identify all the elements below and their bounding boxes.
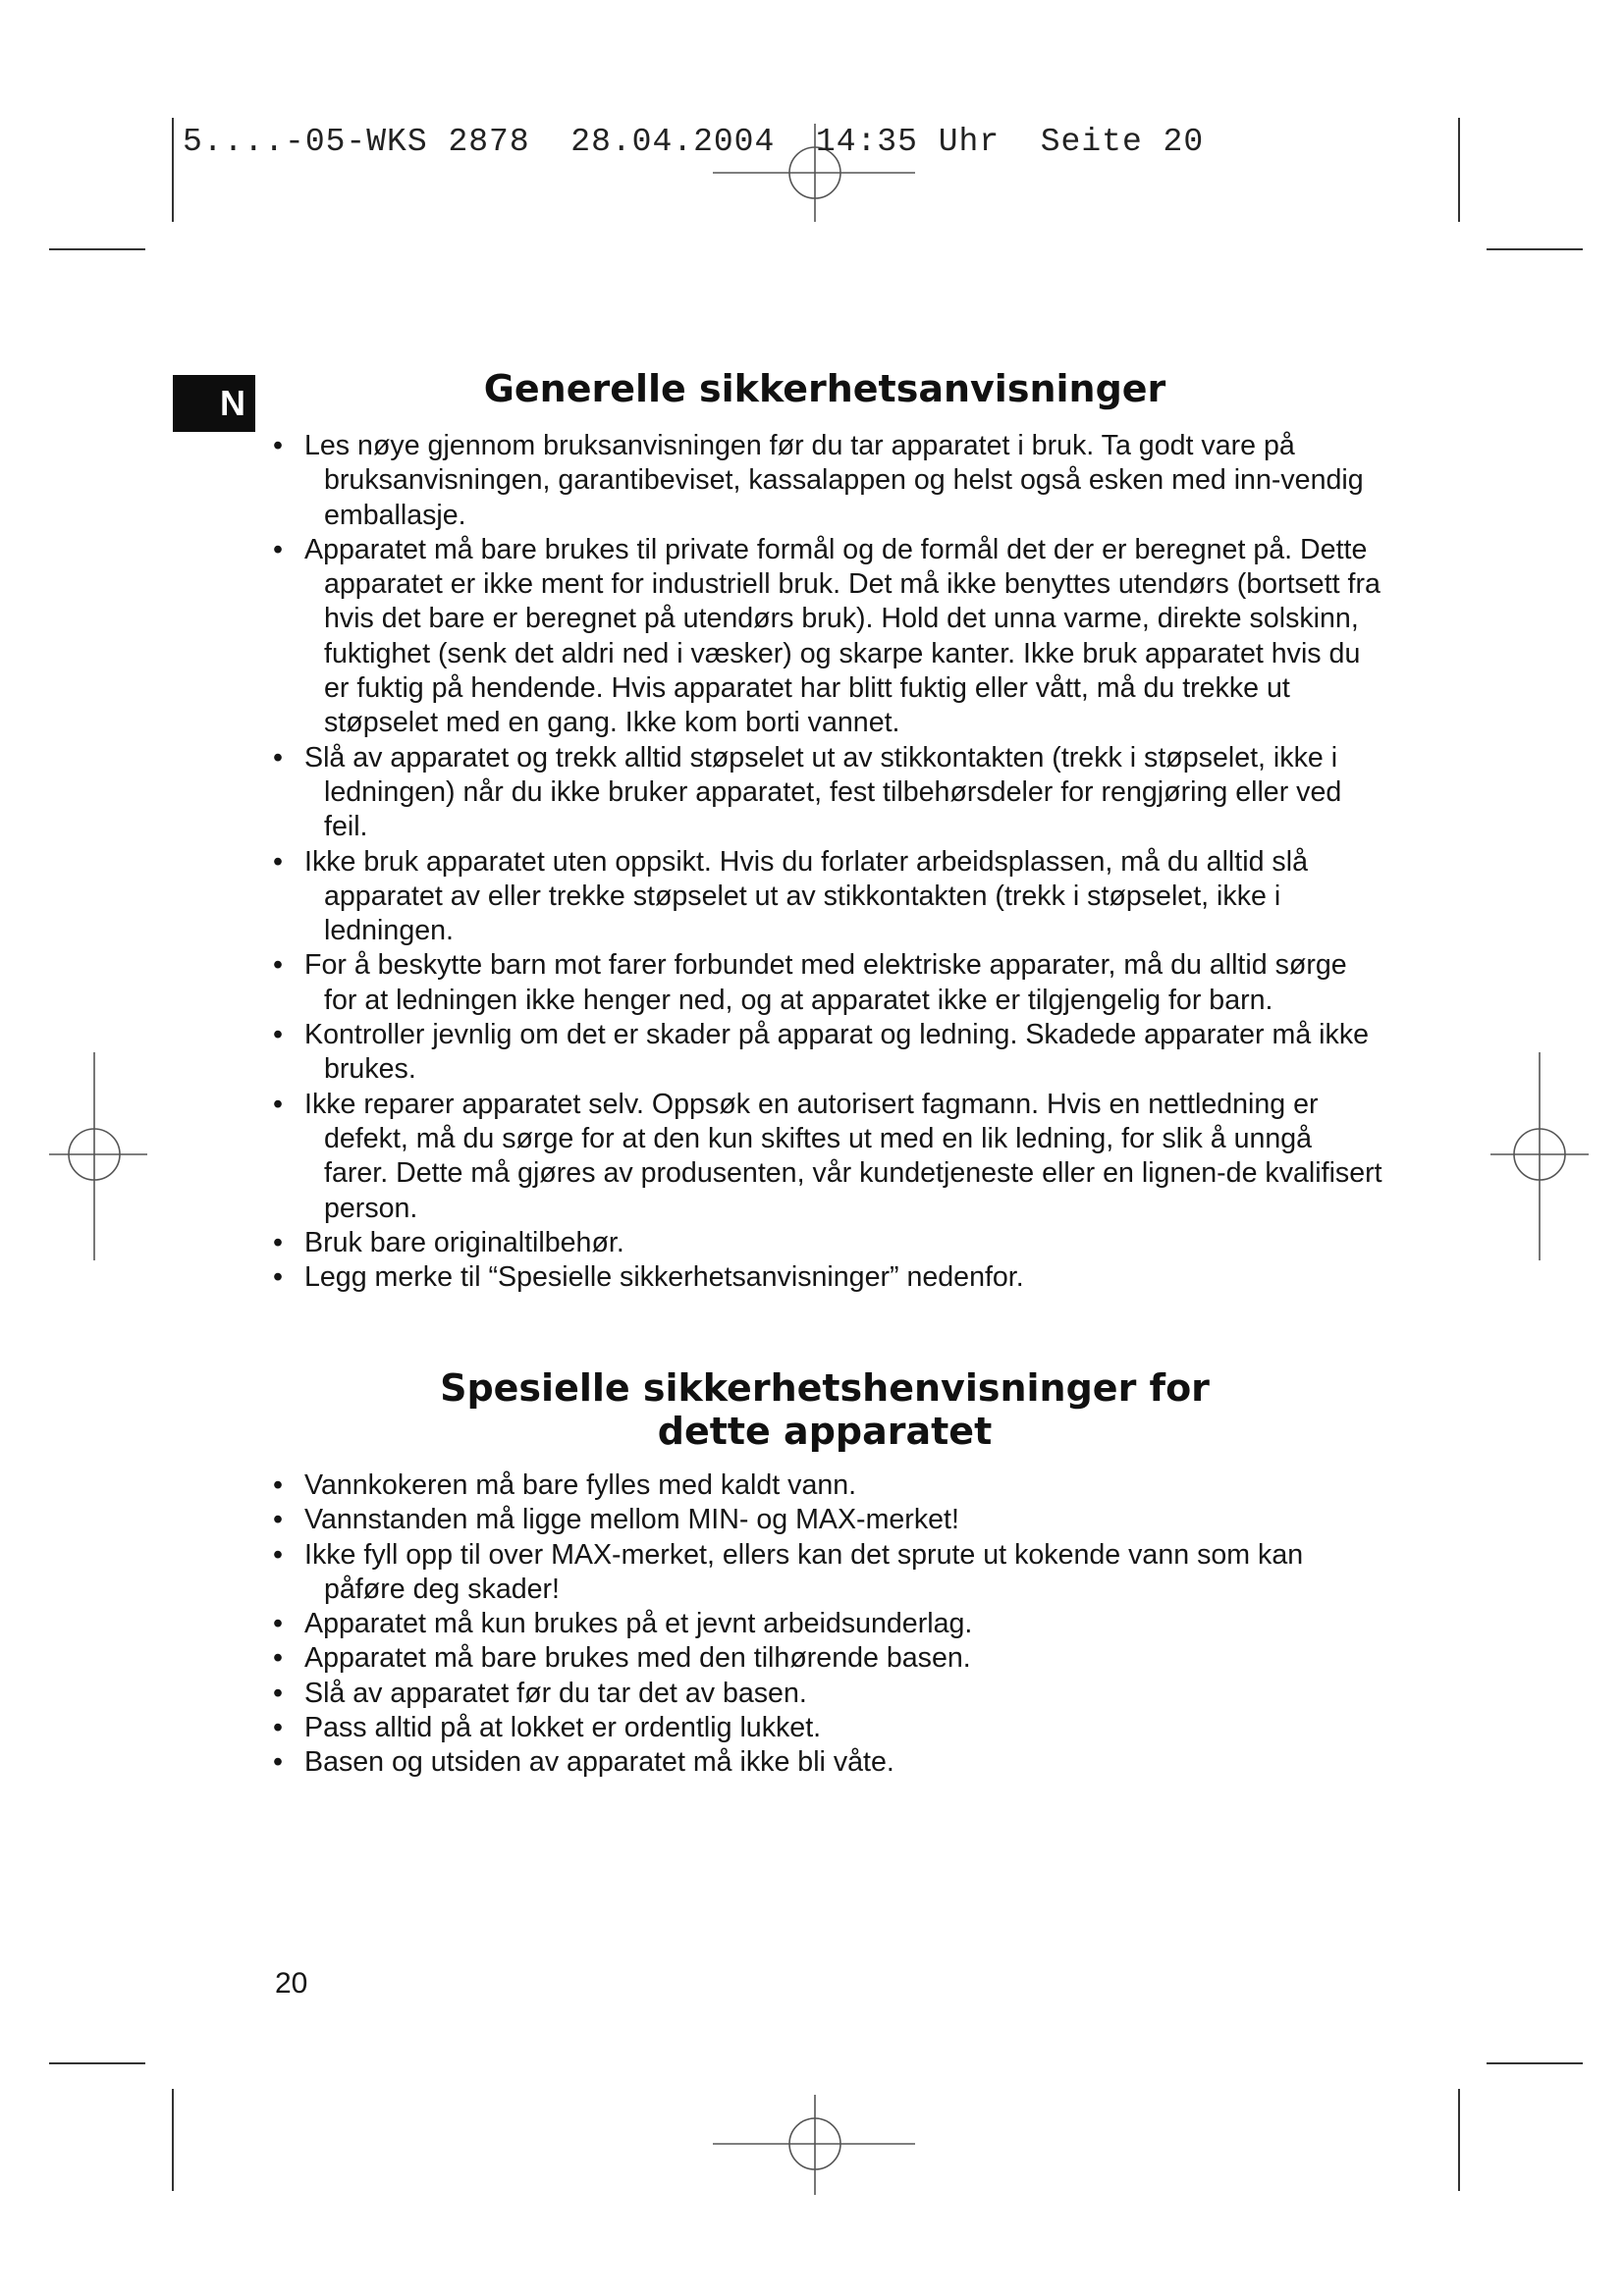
section-heading-line: dette apparatet (657, 1410, 993, 1453)
bullet: • (273, 845, 284, 878)
list-item-text: Ikke bruk apparatet uten oppsikt. Hvis du forlater arbeidsplassen, må du alltid slå apparatet av eller trekke støpselet ut av stikkontakten (trekk i støpselet, ikke i ledningen. (304, 845, 1308, 947)
bullet: • (273, 1469, 284, 1501)
language-tab: N (173, 375, 255, 432)
bullet: • (273, 1226, 284, 1258)
bullet: • (273, 1019, 284, 1051)
registration-mark-left (49, 1052, 147, 1260)
general-safety-list (273, 429, 1382, 1295)
list-item-text: Kontroller jevnlig om det er skader på apparat og ledning. Skadede apparater må ikke brukes. (304, 1019, 1370, 1086)
list-item (273, 1677, 1382, 1711)
bullet: • (273, 533, 284, 565)
list-item (273, 948, 1382, 1018)
list-item (273, 1607, 1382, 1641)
list-item-text: Pass alltid på at lokket er ordentlig lukket. (304, 1712, 822, 1744)
appliance-safety-list (273, 1468, 1382, 1781)
bullet: • (273, 1642, 284, 1675)
section-heading-line: Spesielle sikkerhetshenvisninger for (440, 1366, 1210, 1410)
list-item (273, 533, 1382, 741)
list-item-text: Vannkokeren må bare fylles med kaldt vann. (304, 1469, 857, 1501)
list-item-text: Basen og utsiden av apparatet må ikke bli våte. (304, 1746, 894, 1779)
bullet: • (273, 741, 284, 774)
list-item (273, 1641, 1382, 1676)
bullet: • (273, 430, 284, 461)
list-item-text: Vannstanden må ligge mellom MIN- og MAX-merket! (304, 1504, 959, 1536)
bullet: • (273, 1712, 284, 1744)
print-slug-line: 5....-05-WKS 2878 28.04.2004 14:35 Uhr Seite 20 (183, 124, 1205, 160)
list-item-text: Ikke reparer apparatet selv. Oppsøk en autorisert fagmann. Hvis en nettledning er defekt, må du sørge for at den kun skiftes ut med en lik ledning, for slik å unngå farer. Dette må gjøres av produsenten, vår kundetjeneste eller en lignen-de kvalifisert person. (304, 1088, 1382, 1224)
list-item-text: For å beskytte barn mot farer forbundet med elektriske apparater, må du alltid sørge for at ledningen ikke henger ned, og at apparatet ikke er tilgjengelig for barn. (304, 949, 1347, 1016)
page-number: 20 (275, 1967, 308, 2000)
list-item (273, 1711, 1382, 1745)
list-item (273, 429, 1382, 533)
bullet: • (273, 1746, 284, 1779)
list-item-text: Apparatet må bare brukes til private formål og de formål det der er beregnet på. Dette apparatet er ikke ment for industriell bruk. Det må ikke benyttes utendørs (bortsett fra hvis det bare er beregnet på utendørs bruk). Hold det unna varme, direkte solskinn, fuktighet (senk det aldri ned i væsker) og skarpe kanter. Ikke bruk apparatet hvis du er fuktig på hendende. Hvis apparatet har blitt fuktig eller vått, må du trekke ut støpselet med en gang. Ikke kom borti vannet. (304, 533, 1380, 739)
section-heading-general: Generelle sikkerhetsanvisninger (483, 367, 1166, 410)
section-heading-specific (255, 1366, 1394, 1453)
list-item-text: Legg merke til “Spesielle sikkerhetsanvisninger” nedenfor. (304, 1261, 1024, 1294)
bullet: • (273, 1677, 284, 1709)
list-item (273, 1745, 1382, 1780)
bullet: • (273, 1608, 284, 1640)
list-item (273, 1226, 1382, 1260)
bullet: • (273, 1538, 284, 1571)
list-item (273, 1538, 1382, 1608)
list-item (273, 1260, 1382, 1295)
list-item (273, 1468, 1382, 1503)
bullet: • (273, 1088, 284, 1120)
list-item (273, 1503, 1382, 1537)
list-item (273, 845, 1382, 949)
list-item (273, 1088, 1382, 1226)
list-item-text: Bruk bare originaltilbehør. (304, 1226, 624, 1258)
list-item (273, 741, 1382, 845)
bullet: • (273, 1504, 284, 1536)
list-item (273, 1018, 1382, 1088)
bullet: • (273, 1261, 284, 1294)
list-item-text: Apparatet må kun brukes på et jevnt arbeidsunderlag. (304, 1608, 973, 1640)
list-item-text: Slå av apparatet og trekk alltid støpselet ut av stikkontakten (trekk i støpselet, ikke i ledningen) når du ikke bruker apparatet, fest tilbehørsdeler for rengjøring eller ved feil. (304, 741, 1342, 843)
list-item-text: Les nøye gjennom bruksanvisningen før du tar apparatet i bruk. Ta godt vare på bruksanvisningen, garantibeviset, kassalappen og helst også esken med inn-vendig emballasje. (304, 430, 1364, 531)
list-item-text: Apparatet må bare brukes med den tilhørende basen. (304, 1642, 971, 1675)
list-item-text: Slå av apparatet før du tar det av basen. (304, 1677, 807, 1709)
registration-mark-bottom (713, 2095, 915, 2195)
registration-mark-right (1490, 1052, 1589, 1260)
list-item-text: Ikke fyll opp til over MAX-merket, ellers kan det sprute ut kokende vann som kan påføre deg skader! (304, 1538, 1304, 1605)
bullet: • (273, 949, 284, 982)
